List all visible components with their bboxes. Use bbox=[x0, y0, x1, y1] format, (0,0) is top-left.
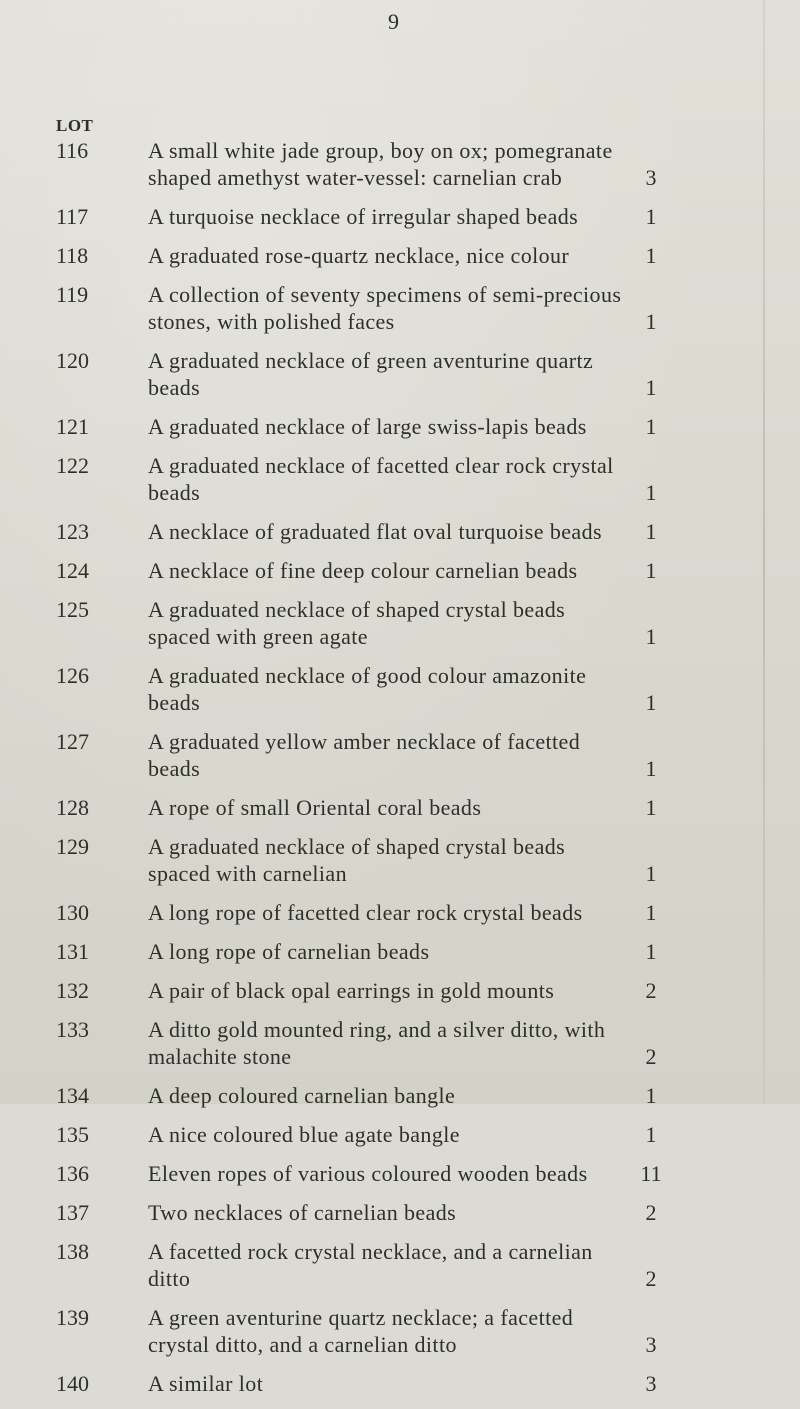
lot-quantity: 1 bbox=[645, 243, 657, 268]
lot-row bbox=[0, 1370, 800, 1397]
lot-row bbox=[0, 137, 800, 191]
lot-quantity: 2 bbox=[645, 1044, 657, 1069]
lot-description: A necklace of fine deep colour carnelian beads bbox=[148, 558, 578, 583]
lot-number: 131 bbox=[56, 939, 89, 964]
lot-row bbox=[0, 1199, 800, 1226]
lot-quantity: 2 bbox=[645, 978, 657, 1003]
lot-number: 116 bbox=[56, 138, 89, 163]
lot-quantity: 1 bbox=[645, 795, 657, 820]
lot-row bbox=[0, 1082, 800, 1109]
lot-description: A similar lot bbox=[148, 1371, 264, 1396]
lot-description: Two necklaces of carnelian beads bbox=[148, 1200, 457, 1225]
lot-description: A graduated rose-quartz necklace, nice colour bbox=[148, 243, 570, 268]
lot-quantity: 2 bbox=[645, 1266, 657, 1291]
lot-description: A ditto gold mounted ring, and a silver ditto, with malachite stone bbox=[148, 1017, 606, 1069]
lot-row bbox=[0, 557, 800, 584]
lot-quantity: 1 bbox=[645, 900, 657, 925]
lot-number: 127 bbox=[56, 729, 89, 754]
lot-number: 121 bbox=[56, 414, 89, 439]
lot-quantity: 1 bbox=[645, 1122, 657, 1147]
lot-description: A facetted rock crystal necklace, and a carnelian ditto bbox=[148, 1239, 593, 1291]
lot-number: 126 bbox=[56, 663, 89, 688]
lot-number: 138 bbox=[56, 1239, 89, 1264]
lot-row bbox=[0, 347, 800, 401]
lot-quantity: 3 bbox=[645, 165, 657, 190]
lot-row bbox=[0, 833, 800, 887]
lot-number: 124 bbox=[56, 558, 89, 583]
lot-row bbox=[0, 518, 800, 545]
lot-description: A graduated yellow amber necklace of facetted beads bbox=[148, 729, 581, 781]
lot-description: A graduated necklace of shaped crystal beads spaced with carnelian bbox=[148, 834, 566, 886]
lot-row bbox=[0, 452, 800, 506]
lot-list bbox=[0, 137, 800, 1409]
lot-quantity: 1 bbox=[645, 939, 657, 964]
lot-description: A nice coloured blue agate bangle bbox=[148, 1122, 460, 1147]
lot-number: 125 bbox=[56, 597, 89, 622]
lot-quantity: 1 bbox=[645, 1083, 657, 1108]
lot-number: 135 bbox=[56, 1122, 89, 1147]
lot-quantity: 1 bbox=[645, 480, 657, 505]
lot-description: A long rope of carnelian beads bbox=[148, 939, 430, 964]
lot-number: 128 bbox=[56, 795, 89, 820]
lot-quantity: 1 bbox=[645, 309, 657, 334]
lot-quantity: 1 bbox=[645, 204, 657, 229]
lot-quantity: 11 bbox=[640, 1161, 662, 1186]
lot-quantity: 1 bbox=[645, 756, 657, 781]
lot-quantity: 1 bbox=[645, 375, 657, 400]
lot-description: A small white jade group, boy on ox; pomegranate shaped amethyst water-vessel: carnelian crab bbox=[148, 138, 613, 190]
lot-number: 123 bbox=[56, 519, 89, 544]
lot-description: A pair of black opal earrings in gold mounts bbox=[148, 978, 555, 1003]
lot-quantity: 1 bbox=[645, 414, 657, 439]
lot-quantity: 3 bbox=[645, 1371, 657, 1396]
lot-description: A graduated necklace of shaped crystal beads spaced with green agate bbox=[148, 597, 566, 649]
lot-row bbox=[0, 1121, 800, 1148]
lot-number: 120 bbox=[56, 348, 89, 373]
lot-row bbox=[0, 203, 800, 230]
lot-description: Eleven ropes of various coloured wooden beads bbox=[148, 1161, 588, 1186]
lot-row bbox=[0, 413, 800, 440]
lot-quantity: 1 bbox=[645, 624, 657, 649]
lot-description: A graduated necklace of large swiss-lapis beads bbox=[148, 414, 587, 439]
lot-description: A green aventurine quartz necklace; a facetted crystal ditto, and a carnelian ditto bbox=[148, 1305, 574, 1357]
lot-number: 117 bbox=[56, 204, 89, 229]
page-edge-shadow bbox=[763, 0, 765, 1104]
lot-number: 136 bbox=[56, 1161, 89, 1186]
lot-number: 130 bbox=[56, 900, 89, 925]
lot-row bbox=[0, 1016, 800, 1070]
lot-description: A graduated necklace of green aventurine quartz beads bbox=[148, 348, 594, 400]
lot-number: 134 bbox=[56, 1083, 89, 1108]
lot-quantity: 2 bbox=[645, 1200, 657, 1225]
lot-row bbox=[0, 1304, 800, 1358]
lot-row bbox=[0, 794, 800, 821]
lot-row bbox=[0, 1160, 800, 1187]
lot-column-header: LOT bbox=[56, 116, 94, 135]
page-number: 9 bbox=[388, 9, 399, 34]
lot-description: A long rope of facetted clear rock crystal beads bbox=[148, 900, 583, 925]
lot-number: 118 bbox=[56, 243, 89, 268]
lot-quantity: 1 bbox=[645, 861, 657, 886]
lot-description: A graduated necklace of facetted clear rock crystal beads bbox=[148, 453, 614, 505]
lot-row bbox=[0, 662, 800, 716]
lot-row bbox=[0, 281, 800, 335]
lot-row bbox=[0, 728, 800, 782]
lot-description: A collection of seventy specimens of semi-precious stones, with polished faces bbox=[148, 282, 622, 334]
lot-row bbox=[0, 1238, 800, 1292]
lot-row bbox=[0, 977, 800, 1004]
lot-quantity: 3 bbox=[645, 1332, 657, 1357]
lot-number: 140 bbox=[56, 1371, 89, 1396]
lot-number: 133 bbox=[56, 1017, 89, 1042]
lot-number: 129 bbox=[56, 834, 89, 859]
lot-number: 132 bbox=[56, 978, 89, 1003]
lot-number: 122 bbox=[56, 453, 89, 478]
lot-number: 119 bbox=[56, 282, 89, 307]
lot-description: A graduated necklace of good colour amazonite beads bbox=[148, 663, 587, 715]
lot-row bbox=[0, 242, 800, 269]
lot-number: 137 bbox=[56, 1200, 89, 1225]
lot-row bbox=[0, 596, 800, 650]
lot-description: A deep coloured carnelian bangle bbox=[148, 1083, 456, 1108]
lot-quantity: 1 bbox=[645, 690, 657, 715]
lot-description: A rope of small Oriental coral beads bbox=[148, 795, 482, 820]
lot-quantity: 1 bbox=[645, 558, 657, 583]
lot-row bbox=[0, 899, 800, 926]
lot-number: 139 bbox=[56, 1305, 89, 1330]
lot-row bbox=[0, 938, 800, 965]
lot-description: A necklace of graduated flat oval turquoise beads bbox=[148, 519, 602, 544]
lot-description: A turquoise necklace of irregular shaped beads bbox=[148, 204, 579, 229]
lot-quantity: 1 bbox=[645, 519, 657, 544]
